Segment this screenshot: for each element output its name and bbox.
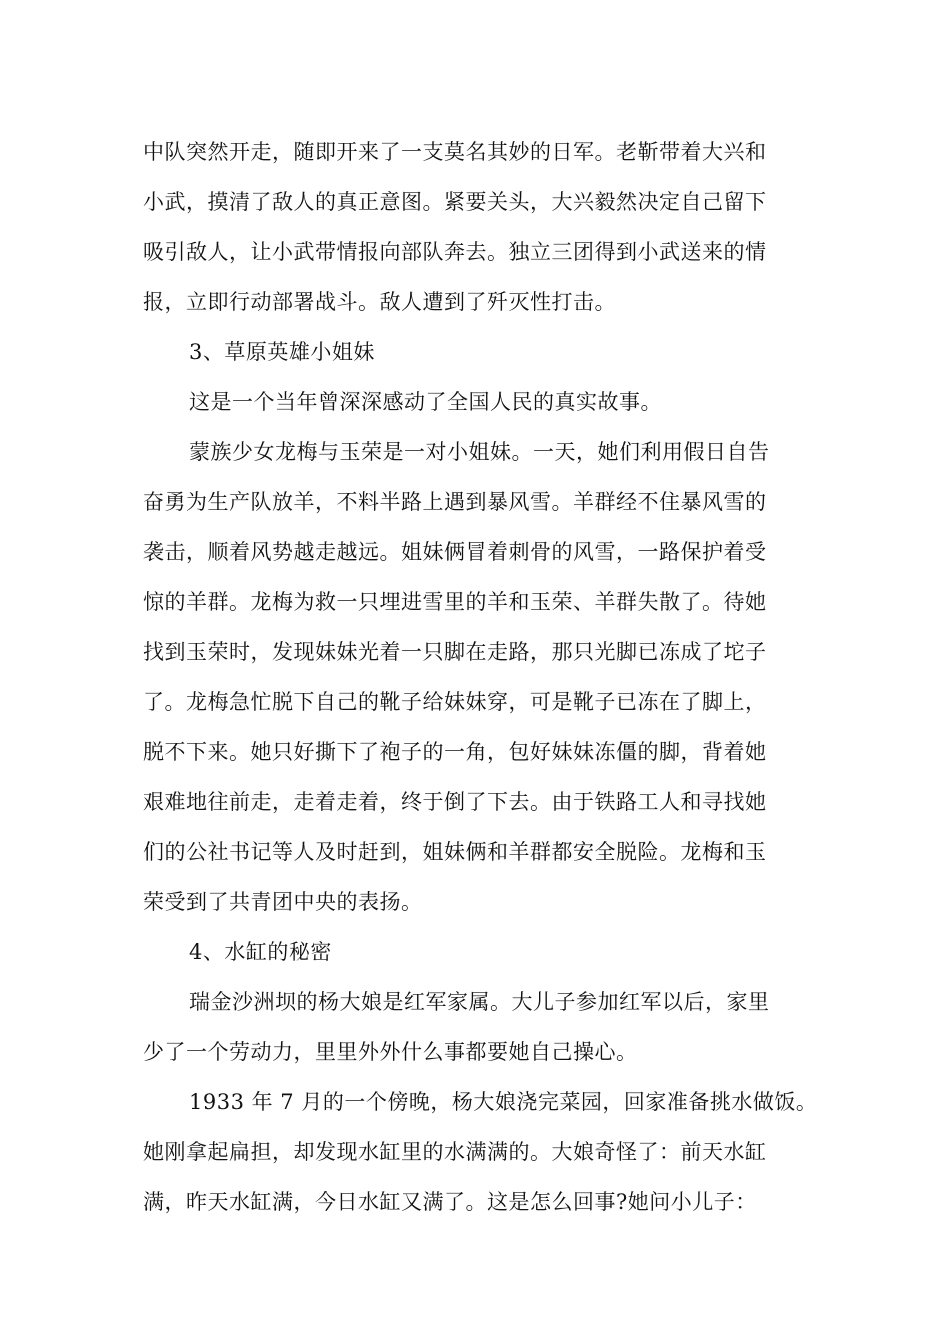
text-line: 惊的羊群。龙梅为救一只埋进雪里的羊和玉荣、羊群失散了。待她 <box>143 590 767 614</box>
document-body <box>143 127 818 1227</box>
text-line: 她刚拿起扁担，却发现水缸里的水满满的。大娘奇怪了：前天水缸 <box>143 1140 767 1164</box>
text-line: 报，立即行动部署战斗。敌人遭到了歼灭性打击。 <box>143 290 616 314</box>
text-line: 少了一个劳动力，里里外外什么事都要她自己操心。 <box>143 1040 638 1064</box>
text-line: 蒙族少女龙梅与玉荣是一对小姐妹。一天，她们利用假日自告 <box>189 440 770 464</box>
text-line: 脱不下来。她只好撕下了袍子的一角，包好妹妹冻僵的脚，背着她 <box>143 740 767 764</box>
text-line: 了。龙梅急忙脱下自己的靴子给妹妹穿，可是靴子已冻在了脚上， <box>143 690 767 714</box>
text-line: 1933 年 7 月的一个傍晚，杨大娘浇完菜园，回家准备挑水做饭。 <box>189 1090 818 1114</box>
section-heading: 3、草原英雄小姐妹 <box>189 340 375 364</box>
text-line: 小武，摸清了敌人的真正意图。紧要关头，大兴毅然决定自己留下 <box>143 190 767 214</box>
text-line: 瑞金沙洲坝的杨大娘是红军家属。大儿子参加红军以后，家里 <box>189 990 770 1014</box>
text-line: 们的公社书记等人及时赶到，姐妹俩和羊群都安全脱险。龙梅和玉 <box>143 840 767 864</box>
text-line: 荣受到了共青团中央的表扬。 <box>143 890 423 914</box>
text-line: 艰难地往前走，走着走着，终于倒了下去。由于铁路工人和寻找她 <box>143 790 767 814</box>
text-line: 吸引敌人，让小武带情报向部队奔去。独立三团得到小武送来的情 <box>143 240 767 264</box>
text-line: 中队突然开走，随即开来了一支莫名其妙的日军。老靳带着大兴和 <box>143 140 767 164</box>
text-line: 这是一个当年曾深深感动了全国人民的真实故事。 <box>189 390 662 414</box>
section-heading: 4、水缸的秘密 <box>189 940 332 964</box>
text-line: 奋勇为生产队放羊，不料半路上遇到暴风雪。羊群经不住暴风雪的 <box>143 490 767 514</box>
text-line: 袭击，顺着风势越走越远。姐妹俩冒着刺骨的风雪，一路保护着受 <box>143 540 767 564</box>
text-line: 满，昨天水缸满，今日水缸又满了。这是怎么回事?她问小儿子： <box>143 1190 757 1214</box>
text-line: 找到玉荣时，发现妹妹光着一只脚在走路，那只光脚已冻成了坨子 <box>143 640 767 664</box>
